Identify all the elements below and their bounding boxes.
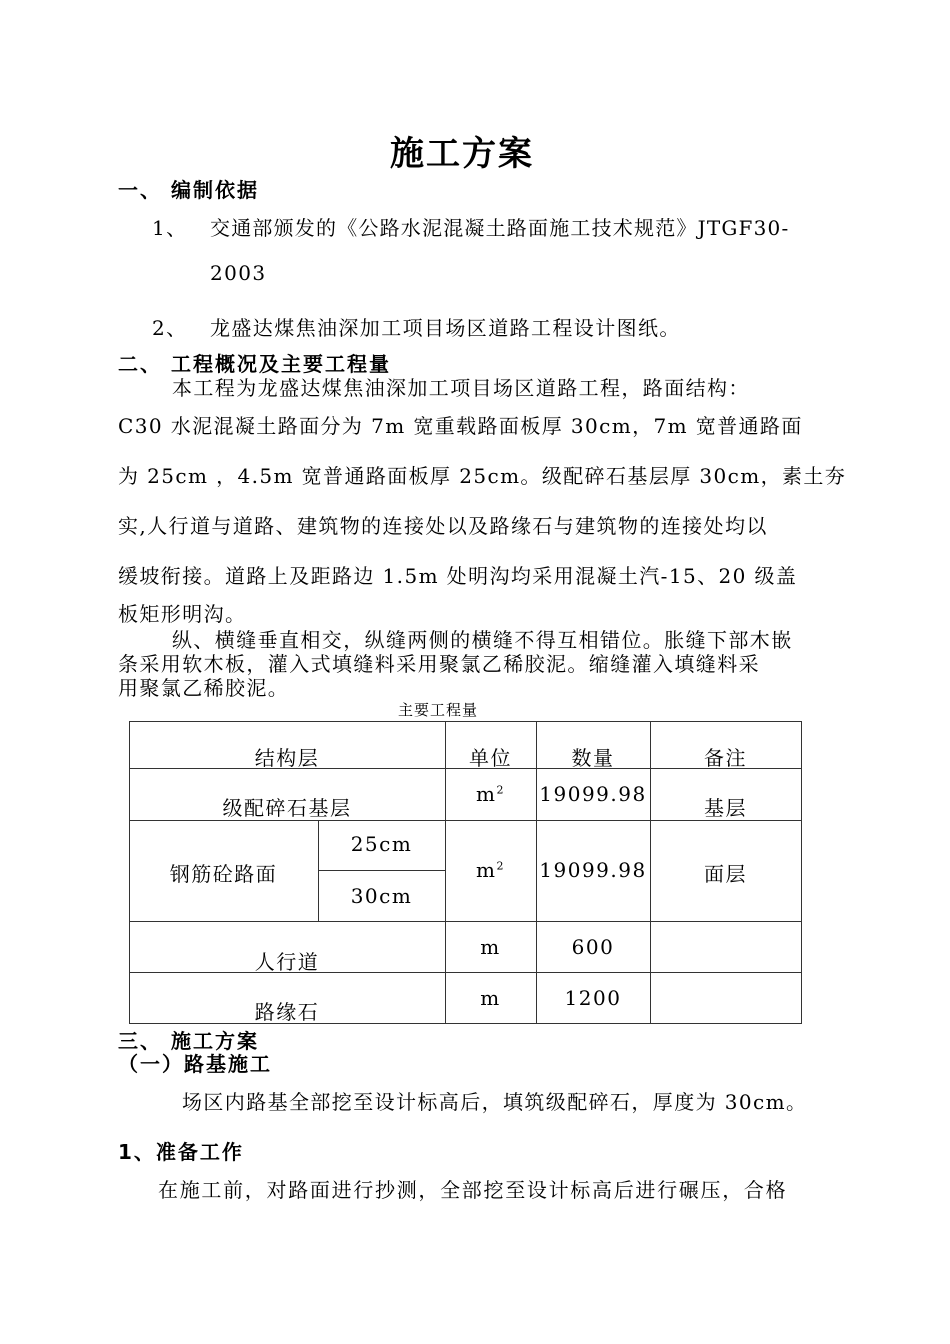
row1-layer: 级配碎石基层: [222, 796, 352, 820]
item-1-text: 交通部颁发的《公路水泥混凝土路面施工技术规范》JTGF30-: [210, 216, 790, 240]
paragraph-1-line: 本工程为龙盛达煤焦油深加工项目场区道路工程，路面结构：: [172, 376, 750, 400]
paragraph-2-line: 条采用软木板，灌入式填缝料采用聚氯乙稀胶泥。缩缝灌入填缝料采: [118, 652, 760, 676]
paragraph-2-line: 纵、横缝垂直相交，纵缝两侧的横缝不得互相错位。胀缝下部木嵌: [172, 628, 793, 652]
row4-quantity: 1200: [564, 986, 622, 1010]
row3-unit: m: [480, 935, 501, 959]
paragraph-1-line: 缓坡衔接。道路上及距路边 1.5m 处明沟均采用混凝土汽-15、20 级盖: [118, 564, 798, 588]
section-2-heading: 二、 工程概况及主要工程量: [118, 352, 391, 376]
subsection-1-text: 场区内路基全部挖至设计标高后，填筑级配碎石，厚度为 30cm。: [182, 1090, 808, 1114]
row1-note: 基层: [704, 796, 747, 820]
row4-unit: m: [480, 986, 501, 1010]
header-unit: 单位: [469, 746, 512, 770]
item-1-text-cont: 2003: [210, 261, 267, 285]
row2-thickness-30: 30cm: [350, 884, 413, 908]
header-quantity: 数量: [571, 746, 615, 770]
row1-quantity: 19099.98: [539, 782, 647, 806]
page-title: 施工方案: [390, 134, 534, 174]
row4-layer: 路缘石: [254, 1000, 320, 1024]
subsection-1-heading: （一）路基施工: [118, 1052, 272, 1076]
table-caption: 主要工程量: [398, 701, 479, 719]
row2-unit: $m^2$: [476, 858, 505, 882]
row3-layer: 人行道: [254, 950, 320, 974]
paragraph-1-line: 板矩形明沟。: [118, 602, 247, 626]
step-1-text: 在施工前，对路面进行抄测，全部挖至设计标高后进行碾压，合格: [158, 1178, 788, 1202]
row2-layer: 钢筋砼路面: [169, 862, 278, 886]
paragraph-1-line: 实,人行道与道路、建筑物的连接处以及路缘石与建筑物的连接处均以: [118, 514, 768, 538]
paragraph-1-line: 为 25cm ，4.5m 宽普通路面板厚 25cm。级配碎石基层厚 30cm，素土夯: [118, 464, 847, 488]
row3-quantity: 600: [571, 935, 615, 959]
paragraph-2-line: 用聚氯乙稀胶泥。: [118, 676, 290, 700]
step-1-heading: 1、准备工作: [118, 1140, 244, 1164]
section-1-heading: 一、 编制依据: [118, 178, 259, 202]
item-2-text: 龙盛达煤焦油深加工项目场区道路工程设计图纸。: [210, 316, 681, 340]
paragraph-1-line: C30 水泥混凝土路面分为 7m 宽重载路面板厚 30cm，7m 宽普通路面: [118, 414, 803, 438]
section-3-heading: 三、 施工方案: [118, 1029, 259, 1053]
row2-note: 面层: [704, 862, 747, 886]
header-remarks: 备注: [704, 746, 747, 770]
item-2-number: 2、: [152, 316, 188, 340]
header-structure-layer: 结构层: [254, 746, 320, 770]
item-1-number: 1、: [152, 216, 188, 240]
row2-quantity: 19099.98: [539, 858, 647, 882]
row2-thickness-25: 25cm: [350, 832, 413, 856]
row1-unit: $m^2$: [476, 782, 505, 806]
